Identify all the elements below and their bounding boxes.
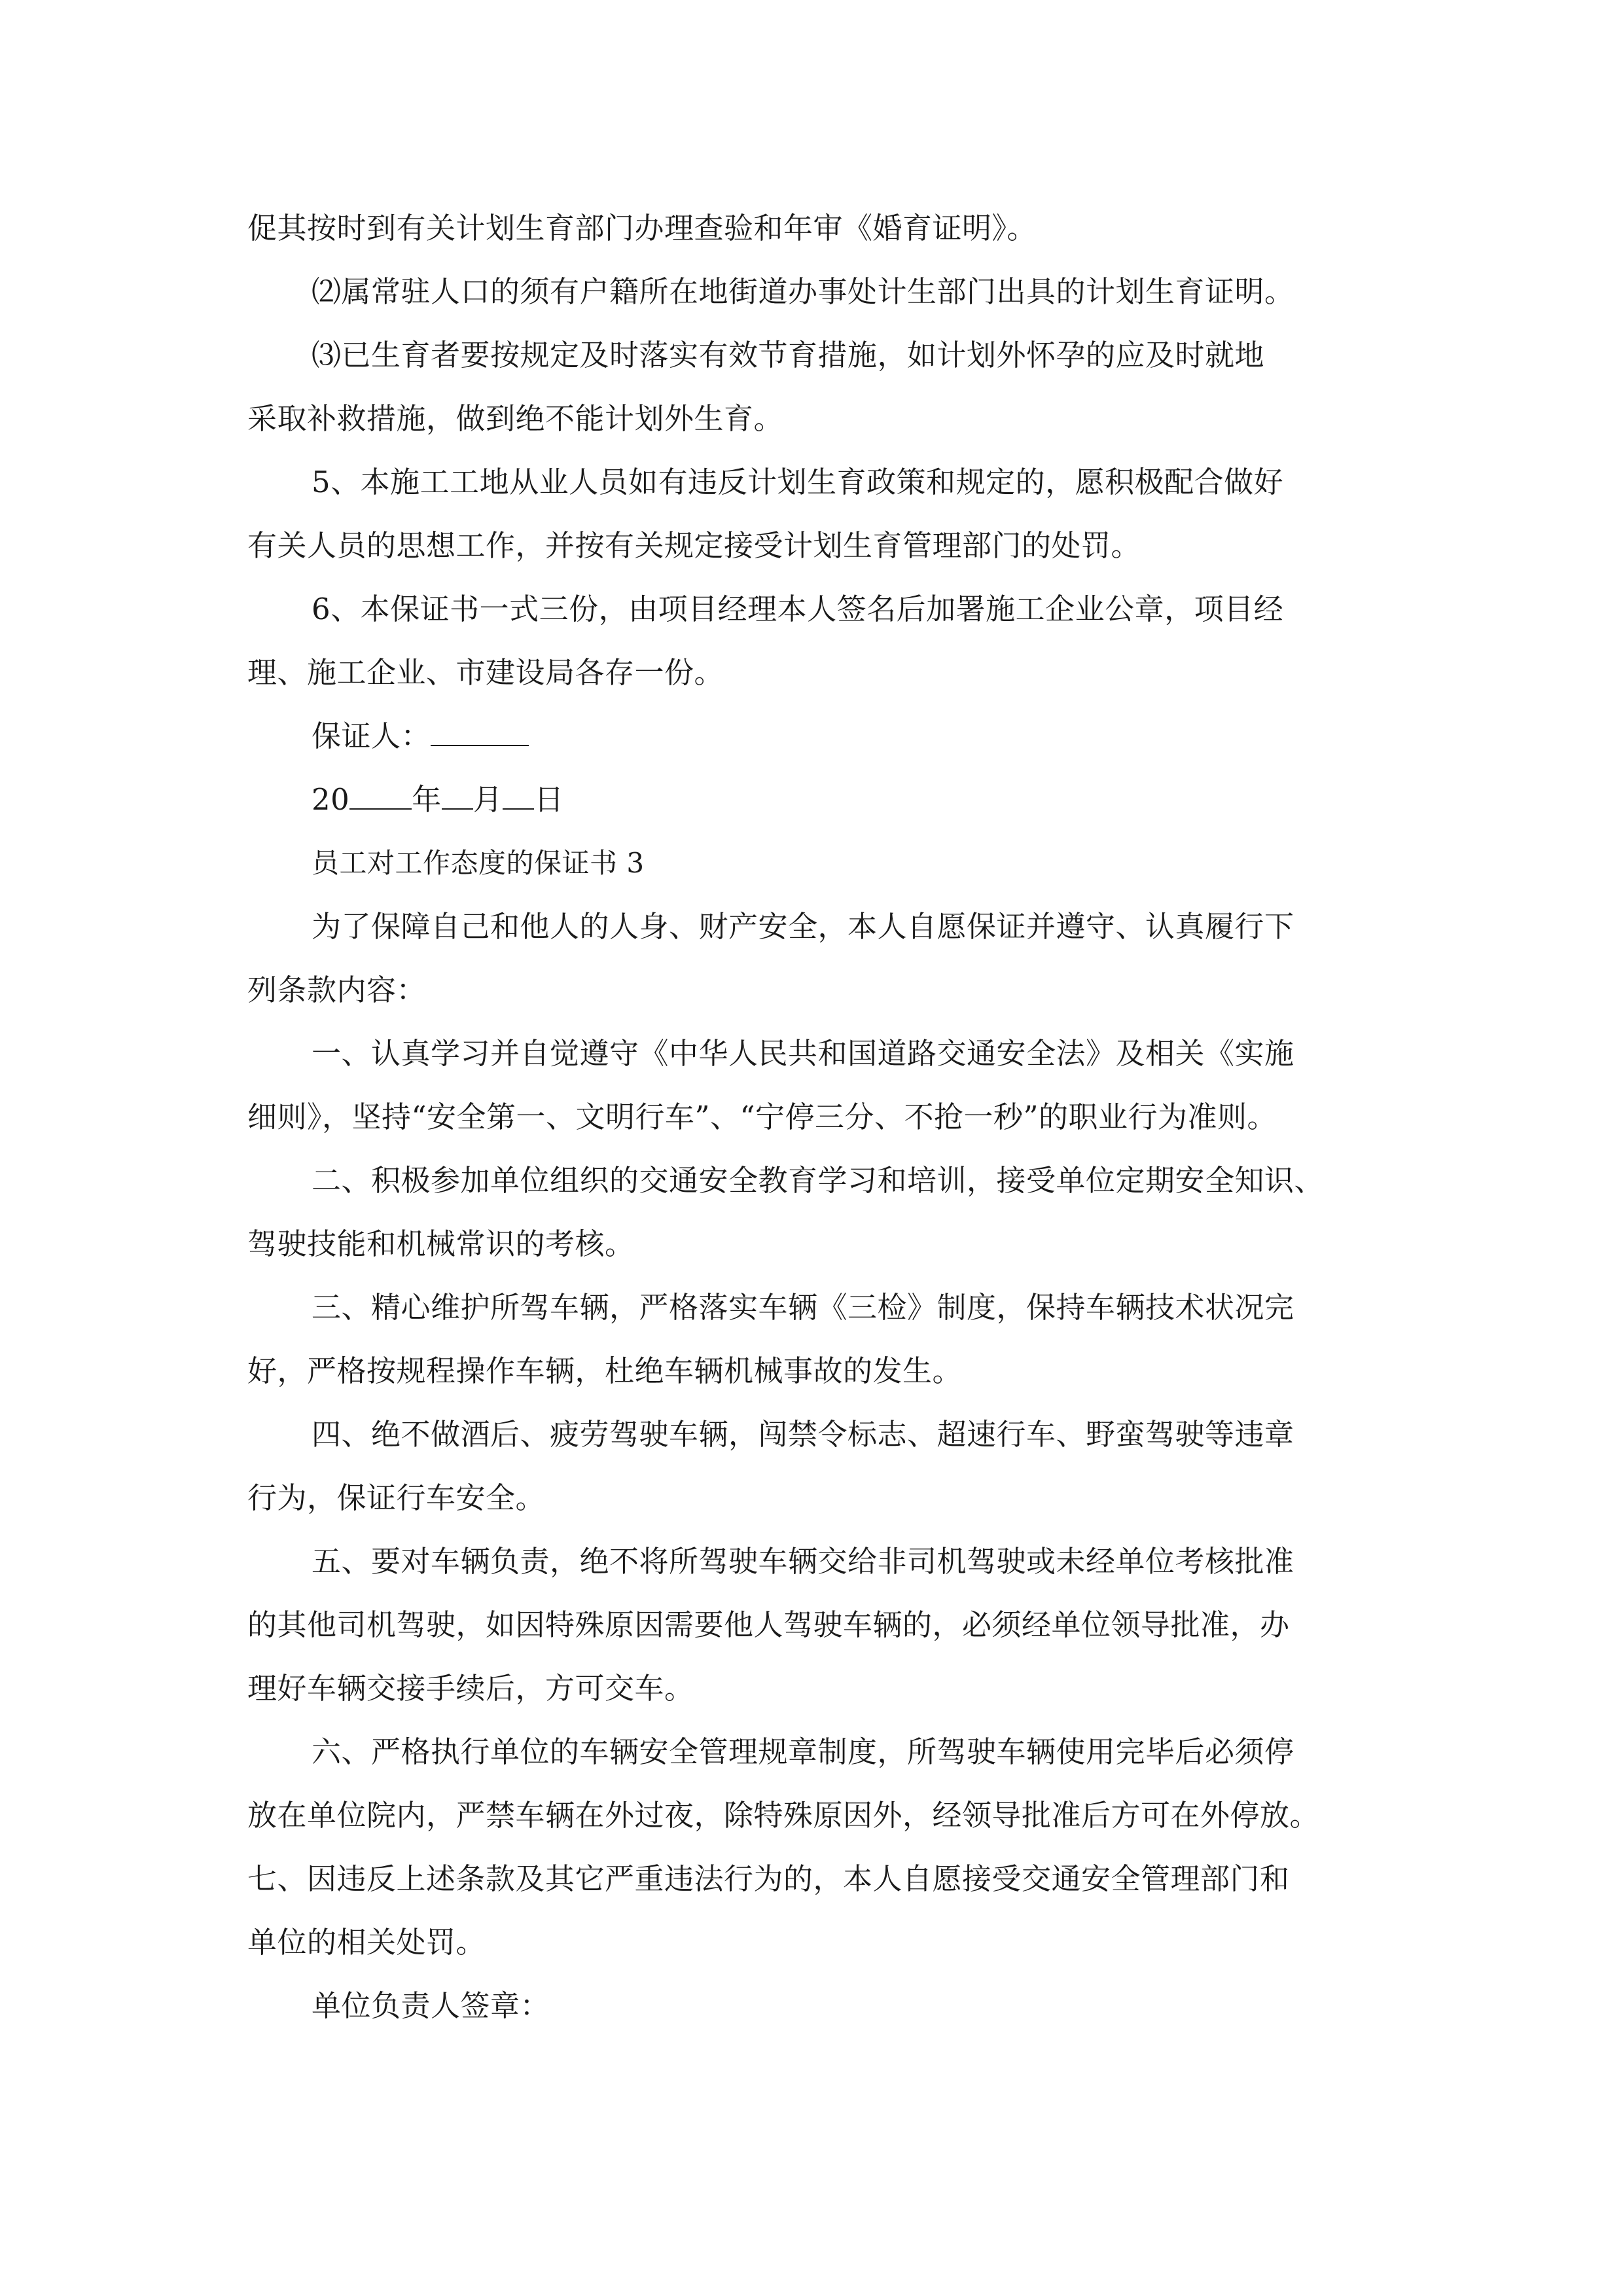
text-line: 5、本施工工地从业人员如有违反计划生育政策和规定的，愿积极配合做好 — [312, 465, 1284, 499]
top-paragraphs — [247, 196, 1380, 704]
text-line: 行为，保证行车安全。 — [247, 1480, 546, 1515]
text-line: 有关人员的思想工作，并按有关规定接受计划生育管理部门的处罚。 — [247, 528, 1141, 563]
text-line: ⑵属常驻人口的须有户籍所在地街道办事处计生部门出具的计划生育证明。 — [312, 274, 1294, 309]
text-line: 列条款内容： — [247, 973, 427, 1007]
day-blank — [503, 782, 534, 810]
text-line: 理、施工企业、市建设局各存一份。 — [247, 655, 724, 690]
text-line: 为了保障自己和他人的人身、财产安全，本人自愿保证并遵守、认真履行下 — [312, 909, 1294, 944]
text-line: 放在单位院内，严禁车辆在外过夜，除特殊原因外，经领导批准后方可在外停放。 — [247, 1798, 1320, 1833]
text-line: 三、精心维护所驾车辆，严格落实车辆《三检》制度，保持车辆技术状况完 — [312, 1290, 1294, 1325]
section-title: 员工对工作态度的保证书 3 — [312, 847, 645, 879]
text-line: 四、绝不做酒后、疲劳驾驶车辆，闯禁令标志、超速行车、野蛮驾驶等违章 — [312, 1417, 1294, 1452]
body-paragraphs — [247, 895, 1380, 1974]
text-line: 单位的相关处罚。 — [247, 1925, 486, 1960]
text-line: 6、本保证书一式三份，由项目经理本人签名后加署施工企业公章，项目经 — [312, 592, 1284, 626]
text-line: 采取补救措施，做到绝不能计划外生育。 — [247, 401, 784, 436]
date-prefix: 20 — [312, 782, 350, 817]
date-day: 日 — [534, 782, 564, 817]
guarantor-blank — [431, 719, 529, 746]
text-line: 的其他司机驾驶，如因特殊原因需要他人驾驶车辆的，必须经单位领导批准，办 — [247, 1607, 1290, 1642]
guarantor-label: 保证人： — [312, 719, 431, 753]
text-line: ⑶已生育者要按规定及时落实有效节育措施，如计划外怀孕的应及时就地 — [312, 338, 1265, 372]
text-line: 七、因违反上述条款及其它严重违法行为的，本人自愿接受交通安全管理部门和 — [247, 1861, 1290, 1896]
text-line: 驾驶技能和机械常识的考核。 — [247, 1227, 635, 1261]
guarantor-line — [247, 704, 1380, 768]
text-line: 六、严格执行单位的车辆安全管理规章制度，所驾驶车辆使用完毕后必须停 — [312, 1734, 1294, 1769]
month-blank — [442, 782, 473, 810]
text-line: 细则》，坚持“安全第一、文明行车”、“宁停三分、不抢一秒”的职业行为准则。 — [247, 1100, 1277, 1134]
text-line: 促其按时到有关计划生育部门办理查验和年审《婚育证明》。 — [247, 211, 1037, 245]
text-line: 理好车辆交接手续后，方可交车。 — [247, 1671, 694, 1706]
document-page — [247, 196, 1380, 2037]
date-line — [247, 768, 1380, 831]
date-month: 月 — [473, 782, 503, 817]
text-line: 好，严格按规程操作车辆，杜绝车辆机械事故的发生。 — [247, 1354, 963, 1388]
year-blank — [349, 782, 412, 810]
text-line: 一、认真学习并自觉遵守《中华人民共和国道路交通安全法》及相关《实施 — [312, 1036, 1294, 1071]
text-line: 五、要对车辆负责，绝不将所驾驶车辆交给非司机驾驶或未经单位考核批准 — [312, 1544, 1294, 1579]
text-line: 二、积极参加单位组织的交通安全教育学习和培训，接受单位定期安全知识、 — [312, 1163, 1325, 1198]
date-year: 年 — [412, 782, 442, 817]
signature-line: 单位负责人签章： — [312, 1988, 550, 2023]
